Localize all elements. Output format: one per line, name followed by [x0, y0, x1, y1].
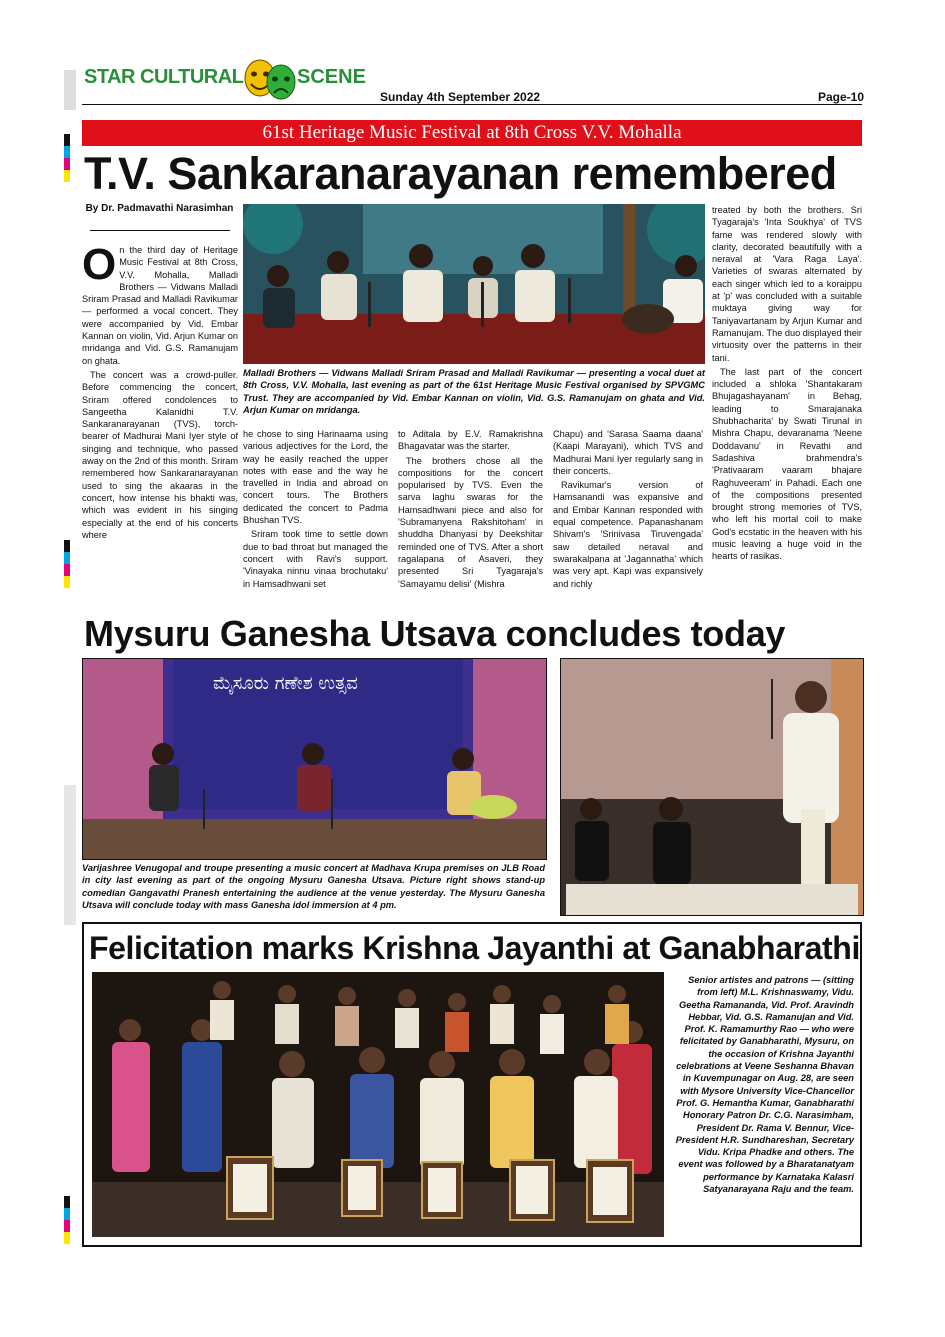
story2-caption: Varijashree Venugopal and troupe presenting a music concert at Madhava Krupa premises on JLB Road in city last evening as part of the ongoing Mysuru Ganesha Utsava. Picture right shows stand-up comedian Gangavathi Pranesh entertaining the audience at the venue yesterday. The Mysuru Ganesha Utsava will conclude today with mass Ganesha idol immersion at 4 pm. [82, 863, 545, 910]
story1-column-1: On the third day of Heritage Music Festival at 8th Cross, V.V. Mohalla, Malladi Brothers — Vidwans Malladi Sriram Prasad and Malladi Ravikumar — performed a vocal concert. They were accompanied by Vid. Embar Kannan on violin, Vid. Arjun Kumar on mridanga and Vid. G.S. Ramanujam on ghata. The concert was a crowd-puller. Before commencing the concert, Sriram offered condolences to Sangeetha Kalanidhi T.V. Sankaranarayanan (TVS), torch-bearer of Madhurai Mani Iyer style of singing and technique, who passed away on the 2nd of this month. Sriram remembered how Sankaranarayanan used to sing the akaaras in the concert, how intense his bhakti was, which was evident in his singing especially at the end of his concerts where [82, 244, 238, 540]
story3-headline: Felicitation marks Krishna Jayanthi at Ganabharathi [89, 930, 860, 966]
story1-photo-caption: Malladi Brothers — Vidwans Malladi Sriram Prasad and Malladi Ravikumar — presenting a vocal duet at 8th Cross, V.V. Mohalla, last evening as part of the 61st Heritage Music Festival organised by SPVGMC Trust. They are accompanied by Vid. Embar Kannan on violin, Vid. G.S. Ramanujam on ghata and Vid. Arjun Kumar on mridanga. [243, 368, 705, 415]
registration-marks [64, 70, 76, 1310]
section-banner: 61st Heritage Music Festival at 8th Cross V.V. Mohalla [82, 120, 862, 146]
story2-photo-left [82, 658, 547, 860]
music-concert-illustration [83, 659, 546, 859]
page-number: Page-10 [818, 90, 865, 104]
felicitation-group-illustration [92, 972, 664, 1237]
stage-kannada-text: ಮೈಸೂರು ಗಣೇಶ ಉತ್ಸವ [213, 673, 358, 694]
story1-byline: By Dr. Padmavathi Narasimhan [85, 203, 234, 214]
issue-date: Sunday 4th September 2022 [380, 90, 541, 104]
story1-photo [243, 204, 705, 364]
byline-divider [90, 230, 230, 231]
dropcap-letter: O [82, 244, 117, 289]
story3-caption: Senior artistes and patrons — (sitting from left) M.L. Krishnaswamy, Vidu. Geetha Ramananda, Vid. Prof. Aravindh Hebbar, Vid. G.S. Ramanujan and Vid. Prof. K. Ramamurthy Rao — who were felicitated by Ganabharathi, Mysuru, on the occasion of Krishna Jayanthi celebrations at Veene Seshanna Bhavan in Kuvempunagar on Aug. 28, are seen with Mysore University Vice-Chancellor Prof. G. Hemantha Kumar, Ganabharathi Honorary Patron Dr. C.G. Narasimham, President Dr. Rama V. Bennur, Vice-President H.R. Sundhareshan, Secretary Vidu. Kripa Phadke and others. The event was followed by a Bharatanatyam performance by Karnataka Kalasri Satyanarayana Raju and the team. [675, 975, 854, 1195]
masthead-scene: SCENE [297, 66, 366, 88]
story2-photo-right [560, 658, 864, 916]
story1-column-4: Chapu) and 'Sarasa Saama daana' (Kaapi Marayani), which TVS and Madhurai Mani Iyer regularly sang in their concerts. Ravikumar's version of Hamsanandi was expansive and and Embar Kannan responded with equal competence. Papanashanam Shivam's 'Srinivasa Tiruvengada' saw detailed neraval and swarakalpana at 'Jagannatha' which was very apt. Kapi was expansively and richly [553, 429, 703, 589]
concert-stage-illustration [243, 204, 705, 364]
masthead-star-cultural: STAR CULTURAL [84, 66, 244, 88]
theatre-masks-icon [238, 56, 300, 102]
story1-column-3: to Aditala by E.V. Ramakrishna Bhagavatar was the starter. The brothers chose all the compositions for the concert popularised by TVS. Even the sarva laghu swaras for the Hamsadhwani piece and also for 'Subramanyena Rakshitoham' in shuddha Dhanyasi by Deekshitar reminded one of TVS. After a short ragalapana of Asaveri, they presented Sri Tyagaraja's 'Samayamu delisi' (Mishra [398, 429, 543, 589]
story2-headline: Mysuru Ganesha Utsava concludes today [84, 613, 786, 654]
story3-photo [92, 972, 664, 1237]
story1-column-2: he chose to sing Harinaama using various adjectives for the Lord, the way he easily reached the upper notes with ease and the way he travelled in India and abroad on concert tours. The Brothers dedicated the concert to Padma Bhushan TVS. Sriram took time to settle down due to bad throat but managed the concert with Ravi's support. 'Vinayaka ninnu vinaa brochutaku' in Hamsadhwani set [243, 429, 388, 589]
header-rule [82, 104, 862, 105]
story1-column-5: treated by both the brothers. Sri Tyagaraja's 'Inta Soukhya' of TVS fame was rendered slowly with clarity, decorated beautifully with a neraval at 'Vara Raga Laya'. Varieties of swaras alternated by each singer which led to a koraippu at 'p' was concluded with a suitable muktaya giving way for Taniyavartanam by Arjun Kumar and Ramanujam. The duo displayed their virtuosity over the patterns in their tani. The last part of the concert included a shloka 'Shantakaram Bhujagashayanam' in Behag, leading to Smarajanaka Shubhacharita' by Swati Tirunal in Mishra Chapu, devaranama 'Neene Doddavanu' in Revathi and Sadashiva brahmendra's 'Prativaaram vaaram bhajare Raghuveeram' in Pahadi. Each one of the compositions presented brought strong memories of TVS, who left his mortal coil to make God's ecstatic in the heaven with his music leaving a huge void in the hearts of rasikas. [712, 205, 862, 562]
stand-up-comedy-illustration [561, 659, 863, 915]
story1-headline: T.V. Sankaranarayanan remembered [84, 148, 837, 199]
